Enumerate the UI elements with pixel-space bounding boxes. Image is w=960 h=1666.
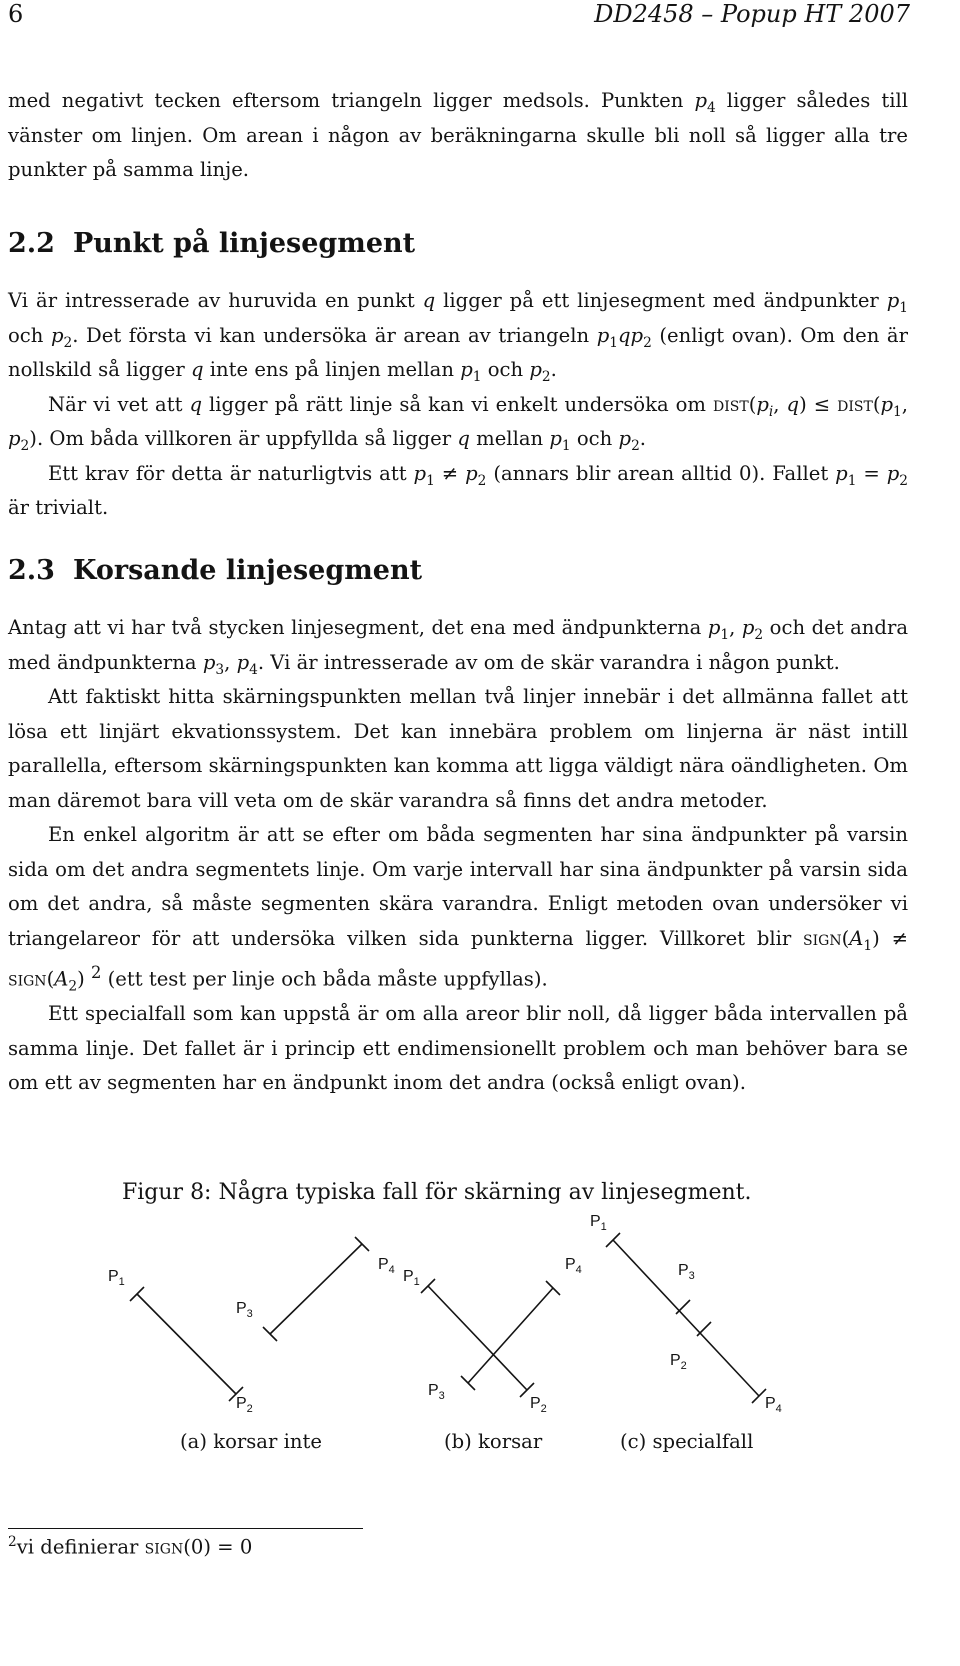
section-2-3-para-1: Antag att vi har två stycken linjesegment, det ena med ändpunkterna $p_1$, $p_2$ och det andra med ändpunkterna $p_3$, $p_4$. Vi är intresserade av om de skär varandra i någon punkt. xyxy=(8,616,908,678)
point-label-p1: $P_1$ xyxy=(590,1213,607,1234)
point-label-p2: $P_2$ xyxy=(530,1395,547,1416)
figure-caption: Figur 8: Några typiska fall för skärning av linjesegment. xyxy=(122,1180,752,1205)
section-2-3-para-3: En enkel algoritm är att se efter om båda segmenten har sina ändpunkter på varsin sida om det andra segmentets linje. Om varje intervall har sina ändpunkter på varsin sida om det andra, så måste segmenten skära varandra. Enligt metoden ovan undersöker vi triangelareor för att undersöka vilken sida punkterna ligger. Villkoret blir $sign(A_1)$ ≠ $sign(A_2)$ $^2$ (ett test per linje och båda måste uppfyllas). xyxy=(8,823,908,995)
footnote-rule xyxy=(8,1528,363,1529)
subcaption-a: (a) korsar inte xyxy=(180,1430,322,1453)
point-label-p3: $P_3$ xyxy=(236,1300,253,1321)
point-label-p1: $P_1$ xyxy=(403,1268,420,1289)
fig-b-segment-1 xyxy=(428,1286,527,1390)
fig-a-segment-2 xyxy=(270,1244,362,1334)
point-label-p2: $P_2$ xyxy=(236,1395,253,1416)
section-heading-2-3: 2.3 Korsande linjesegment xyxy=(8,555,423,586)
point-label-p4: $P_4$ xyxy=(565,1256,582,1277)
point-label-p3: $P_3$ xyxy=(428,1382,445,1403)
running-title: DD2458 – Popup HT 2007 xyxy=(594,0,910,28)
section-2-2-para-1: Vi är intresserade av huruvida en punkt q ligger på ett linjesegment med ändpunkter $p_1$ och $p_2$. Det första vi kan undersöka är arean av triangeln $p_1qp_2$ (enligt ovan). Om den är nollskild så ligger q inte ens på linjen mellan $p_1$ och $p_2$. xyxy=(8,289,909,385)
point-label-p1: $P_1$ xyxy=(108,1268,125,1289)
section-2-2-para-2: När vi vet att q ligger på rätt linje så kan vi enkelt undersöka om $dist(p_i$, $q) \le dist(p_1$, $p_2$). Om båda villkoren är uppfyllda så ligger q mellan $p_1$ och $p_2$. xyxy=(8,392,908,454)
intro-paragraph: med negativt tecken eftersom triangeln ligger medsols. Punkten $p_4$ ligger således till vänster om linjen. Om arean i någon av beräkningarna skulle bli noll så ligger alla tre punkter på samma linje. xyxy=(8,89,908,181)
point-label-p4: $P_4$ xyxy=(378,1256,395,1277)
section-heading-2-2: 2.2 Punkt på linjesegment xyxy=(8,228,416,259)
fig-b-segment-2 xyxy=(468,1288,553,1383)
page-header xyxy=(8,0,910,40)
section-2-3-para-4: Ett specialfall som kan uppstå är om alla areor blir noll, då ligger båda intervallen på samma linje. Det fallet är i princip ett endimensionellt problem och man behöver bara se om ett av segmenten har en ändpunkt inom det andra (också enligt ovan). xyxy=(8,1002,908,1095)
subcaption-b: (b) korsar xyxy=(444,1430,543,1453)
subcaption-c: (c) specialfall xyxy=(620,1430,754,1453)
footnote: $^2$vi definierar sign(0) = 0 xyxy=(8,1534,253,1559)
section-2-3-body xyxy=(8,611,908,1101)
point-label-p4: $P_4$ xyxy=(765,1395,782,1416)
section-2-3-para-2: Att faktiskt hitta skärningspunkten mellan två linjer innebär i det allmänna fallet att lösa ett linjärt ekvationssystem. Det kan innebära problem om linjerna är näst intill parallella, eftersom skärningspunkten kan komma att ligga väldigt nära oändligheten. Om man däremot bara vill veta om de skär varandra så finns det andra metoder. xyxy=(8,685,908,812)
footnote-ref[interactable]: 2 xyxy=(90,963,102,982)
section-2-2-body xyxy=(8,284,908,526)
section-2-2-para-3: Ett krav för detta är naturligtvis att $p_1 \ne p_2$ (annars blir arean alltid 0). Fallet $p_1 = p_2$ är trivialt. xyxy=(8,461,909,519)
point-label-p2: $P_2$ xyxy=(670,1352,687,1373)
point-label-p3: $P_3$ xyxy=(678,1262,695,1283)
fig-a-segment-1 xyxy=(137,1294,236,1394)
page-number: 6 xyxy=(8,0,24,28)
segment-figure xyxy=(0,1210,960,1430)
